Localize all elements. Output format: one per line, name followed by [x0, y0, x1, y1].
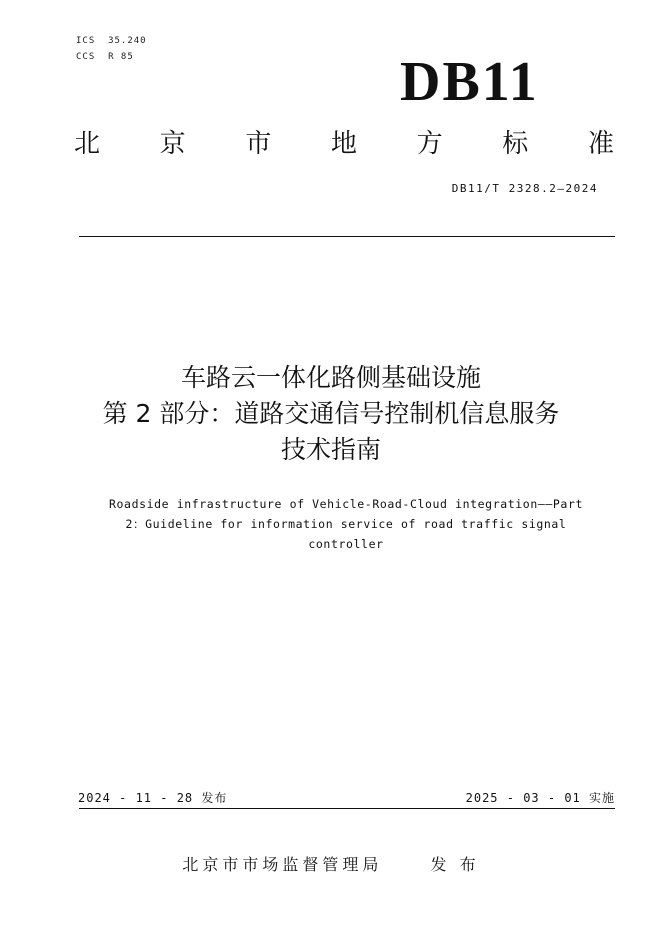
chinese-title-line: 第 2 部分：道路交通信号控制机信息服务	[102, 399, 560, 428]
chinese-title-line: 车路云一体化路侧基础设施	[180, 363, 481, 392]
standard-type-char: 地	[330, 129, 357, 159]
classification-codes	[76, 33, 147, 65]
standard-type-char: 市	[245, 129, 272, 159]
english-title-line: controller	[308, 537, 384, 551]
english-title	[80, 494, 612, 554]
standard-type-char: 京	[159, 129, 186, 159]
implement-date: 2025 - 03 - 01 实施	[465, 791, 615, 805]
publish-date: 2024 - 11 - 28 发布	[78, 791, 228, 805]
standard-mark: DB11	[400, 51, 539, 113]
english-title-line: Roadside infrastructure of Vehicle-Road-Cloud integration——Part	[109, 497, 583, 511]
english-title-line: 2：Guideline for information service of road traffic signal	[125, 517, 567, 531]
top-divider	[79, 236, 615, 237]
issuer	[0, 852, 662, 875]
standard-type	[74, 127, 614, 161]
bottom-divider	[79, 808, 615, 809]
issuer-action: 发 布	[430, 855, 480, 874]
ics-code: ICS 35.240	[76, 36, 147, 46]
chinese-title	[40, 360, 622, 468]
standard-number: DB11/T 2328.2—2024	[451, 182, 598, 195]
standard-type-char: 准	[587, 129, 614, 159]
standard-type-char: 北	[74, 129, 101, 159]
issuer-name: 北京市市场监督管理局	[182, 855, 383, 874]
chinese-title-line: 技术指南	[280, 435, 381, 464]
standard-type-char: 标	[502, 129, 529, 159]
ccs-code: CCS R 85	[76, 52, 134, 62]
standard-type-char: 方	[416, 129, 443, 159]
